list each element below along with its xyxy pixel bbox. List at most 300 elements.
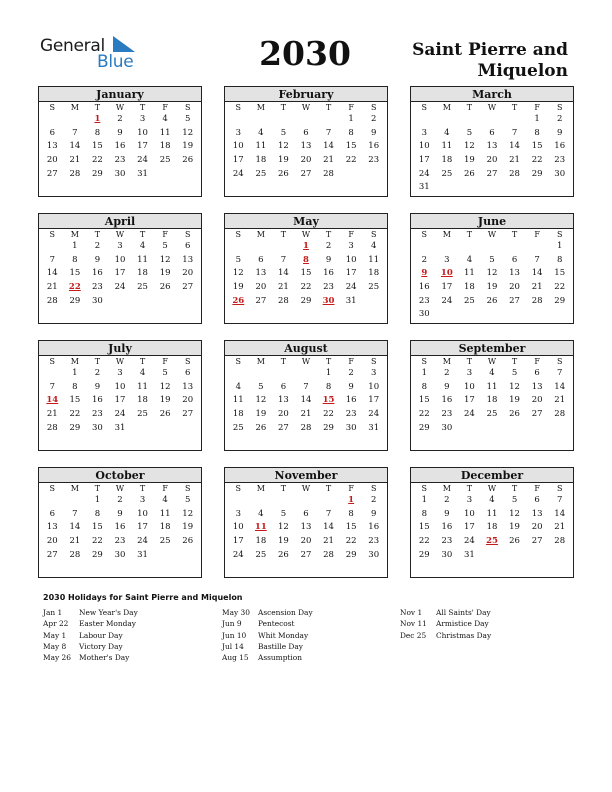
- day-cell: 13: [486, 141, 498, 152]
- month-days-grid: [411, 229, 573, 322]
- day-cell: 6: [534, 368, 540, 378]
- day-cell: 12: [278, 141, 289, 152]
- day-cell: 2: [556, 114, 563, 124]
- day-cell: 22: [554, 282, 566, 293]
- day-cell: 13: [182, 254, 194, 265]
- empty-day-cell: [458, 240, 481, 254]
- day-cell: 10: [368, 381, 380, 392]
- day-cell: 28: [509, 168, 520, 179]
- day-cell: 5: [280, 127, 287, 138]
- holiday-date: Jun 10: [222, 630, 247, 640]
- day-cell: 3: [466, 495, 473, 505]
- day-cell: 16: [92, 395, 103, 406]
- weekday-header: T: [511, 357, 518, 366]
- day-cell: 27: [486, 168, 498, 179]
- day-cell: 7: [325, 508, 332, 519]
- empty-day-cell: [41, 367, 64, 381]
- day-cell: 17: [137, 522, 148, 533]
- holidays-heading: 2030 Holidays for Saint Pierre and Miquelon: [43, 593, 243, 602]
- weekday-header: F: [534, 103, 540, 112]
- holiday-name: Whit Monday: [258, 630, 309, 640]
- country-title-line-2: Miquelon: [477, 61, 568, 81]
- day-cell: 20: [255, 282, 267, 293]
- weekday-header: F: [162, 103, 168, 112]
- day-cell: 8: [94, 508, 101, 519]
- month-september: [410, 340, 574, 451]
- day-cell: 8: [421, 508, 427, 519]
- day-cell: 5: [466, 127, 473, 138]
- day-cell: 12: [509, 381, 520, 392]
- day-cell: 21: [554, 522, 566, 533]
- weekday-header: F: [162, 484, 168, 493]
- holiday-entry: [43, 607, 138, 618]
- day-cell: 4: [258, 127, 264, 138]
- calendar-year: 2030: [259, 34, 351, 73]
- day-cell: 31: [418, 182, 430, 193]
- day-cell: 5: [280, 508, 287, 519]
- weekday-header: M: [256, 103, 265, 112]
- weekday-header: S: [421, 484, 428, 493]
- holiday-name: Armistice Day: [436, 619, 489, 629]
- day-cell: 25: [441, 168, 453, 179]
- day-cell: 23: [114, 155, 126, 166]
- empty-day-cell: [295, 113, 318, 127]
- day-cell: 31: [345, 295, 357, 306]
- day-cell: 26: [509, 536, 520, 547]
- day-cell: 4: [139, 368, 146, 378]
- weekday-header: F: [348, 484, 354, 493]
- logo-text-blue: Blue: [97, 52, 134, 72]
- weekday-header: S: [421, 357, 428, 366]
- weekday-header: W: [301, 103, 311, 112]
- day-cell: 5: [511, 495, 518, 505]
- weekday-header: W: [115, 230, 125, 239]
- day-cell: 16: [92, 268, 103, 279]
- day-cell: 16: [368, 522, 380, 533]
- day-cell: 1: [348, 114, 354, 124]
- day-cell: 14: [509, 141, 520, 152]
- day-cell: 23: [368, 155, 380, 166]
- day-cell: 27: [300, 549, 312, 560]
- day-cell: 10: [464, 381, 475, 392]
- holiday-date: Apr 22: [43, 619, 69, 629]
- day-cell: 1: [421, 495, 427, 505]
- holiday-date: Jul 14: [222, 641, 244, 651]
- weekday-header: S: [49, 484, 56, 493]
- weekday-header: T: [139, 103, 146, 112]
- day-cell: 27: [278, 422, 289, 433]
- day-cell: 3: [370, 368, 377, 378]
- day-cell: 24: [114, 282, 126, 293]
- day-cell: 7: [72, 127, 78, 138]
- day-cell: 25: [232, 422, 244, 433]
- day-cell: 14: [69, 522, 81, 533]
- empty-day-cell: [295, 367, 318, 381]
- day-cell: 15: [69, 268, 81, 279]
- holiday-entry: [400, 618, 491, 629]
- empty-day-cell: [413, 113, 436, 127]
- day-cell: 15: [69, 395, 81, 406]
- empty-day-cell: [227, 367, 250, 381]
- month-days-grid: [411, 483, 573, 562]
- weekday-header: T: [139, 230, 146, 239]
- day-cell: 28: [69, 549, 81, 560]
- day-cell: 2: [370, 495, 377, 505]
- day-cell: 19: [255, 409, 267, 420]
- weekday-header: T: [280, 230, 287, 239]
- month-name: October: [39, 468, 201, 483]
- day-cell: 17: [368, 395, 380, 406]
- day-cell: 15: [418, 395, 430, 406]
- day-cell: 9: [325, 254, 332, 265]
- month-days-grid: [225, 483, 387, 562]
- day-cell: 5: [184, 114, 191, 124]
- day-cell: 12: [182, 508, 194, 519]
- day-cell: 30: [368, 549, 380, 560]
- month-name: February: [225, 87, 387, 102]
- day-cell: 27: [46, 549, 58, 560]
- weekday-header: S: [556, 357, 563, 366]
- month-january: [38, 86, 202, 197]
- holiday-entry: [222, 652, 313, 663]
- day-cell: 29: [69, 422, 81, 433]
- day-cell: 2: [348, 368, 354, 378]
- day-cell: 19: [464, 155, 475, 166]
- weekday-header: F: [534, 484, 540, 493]
- month-name: September: [411, 341, 573, 356]
- day-cell: 13: [46, 141, 58, 152]
- day-cell: 21: [323, 536, 334, 547]
- day-cell: 14: [69, 141, 81, 152]
- holiday-day-cell: 1: [94, 114, 101, 124]
- day-cell: 25: [368, 282, 380, 293]
- month-name: April: [39, 214, 201, 229]
- weekday-header: S: [556, 103, 563, 112]
- holiday-day-cell: 8: [303, 254, 309, 265]
- day-cell: 6: [258, 254, 264, 265]
- day-cell: 1: [421, 368, 427, 378]
- day-cell: 22: [323, 409, 334, 420]
- holiday-name: All Saints' Day: [436, 608, 491, 617]
- month-november: [224, 467, 388, 578]
- day-cell: 27: [300, 168, 312, 179]
- month-name: July: [39, 341, 201, 356]
- day-cell: 19: [159, 395, 171, 406]
- day-cell: 13: [278, 395, 289, 406]
- day-cell: 2: [117, 495, 123, 505]
- day-cell: 30: [92, 422, 103, 433]
- holiday-date: Nov 11: [400, 619, 427, 629]
- day-cell: 4: [162, 114, 168, 124]
- month-days-grid: [39, 483, 201, 562]
- day-cell: 29: [531, 168, 543, 179]
- empty-day-cell: [272, 367, 295, 381]
- holiday-name: Mother's Day: [79, 653, 130, 663]
- day-cell: 11: [159, 508, 171, 519]
- month-june: [410, 213, 574, 324]
- day-cell: 6: [184, 241, 191, 251]
- day-cell: 9: [370, 127, 377, 138]
- day-cell: 17: [464, 395, 475, 406]
- weekday-header: S: [49, 357, 56, 366]
- day-cell: 30: [345, 422, 357, 433]
- day-cell: 11: [486, 508, 498, 519]
- weekday-header: M: [442, 230, 451, 239]
- day-cell: 11: [159, 127, 171, 138]
- day-cell: 22: [418, 536, 430, 547]
- day-cell: 17: [232, 536, 244, 547]
- holiday-date: Jan 1: [43, 608, 63, 617]
- day-cell: 10: [137, 127, 148, 138]
- empty-day-cell: [413, 240, 436, 254]
- holiday-name: Labour Day: [79, 630, 123, 640]
- weekday-header: T: [139, 484, 146, 493]
- day-cell: 31: [137, 549, 148, 560]
- holiday-entry: [400, 607, 491, 618]
- day-cell: 13: [509, 268, 520, 279]
- day-cell: 7: [556, 495, 563, 505]
- day-cell: 24: [114, 409, 126, 420]
- day-cell: 20: [300, 536, 312, 547]
- empty-day-cell: [250, 494, 273, 508]
- day-cell: 20: [509, 282, 520, 293]
- empty-day-cell: [41, 494, 64, 508]
- day-cell: 29: [300, 295, 312, 306]
- day-cell: 16: [345, 395, 357, 406]
- day-cell: 23: [323, 282, 334, 293]
- weekday-header: T: [139, 357, 146, 366]
- day-cell: 18: [464, 282, 475, 293]
- day-cell: 5: [162, 368, 168, 378]
- month-name: November: [225, 468, 387, 483]
- weekday-header: T: [325, 103, 332, 112]
- weekday-header: F: [348, 103, 354, 112]
- day-cell: 20: [531, 395, 543, 406]
- day-cell: 22: [69, 409, 81, 420]
- empty-day-cell: [526, 240, 549, 254]
- day-cell: 14: [554, 508, 566, 519]
- logo-text-general: General: [40, 36, 105, 56]
- day-cell: 15: [345, 522, 357, 533]
- day-cell: 9: [348, 381, 354, 392]
- weekday-header: T: [511, 484, 518, 493]
- day-cell: 6: [303, 127, 309, 138]
- month-august: [224, 340, 388, 451]
- day-cell: 30: [92, 295, 103, 306]
- weekday-header: S: [235, 484, 242, 493]
- day-cell: 8: [94, 127, 101, 138]
- day-cell: 28: [554, 409, 566, 420]
- day-cell: 3: [139, 495, 146, 505]
- day-cell: 3: [235, 127, 241, 138]
- day-cell: 16: [441, 395, 453, 406]
- day-cell: 31: [368, 422, 380, 433]
- day-cell: 16: [418, 282, 430, 293]
- weekday-header: M: [70, 484, 79, 493]
- day-cell: 24: [464, 536, 475, 547]
- weekday-header: F: [348, 357, 354, 366]
- weekday-header: S: [184, 230, 191, 239]
- day-cell: 24: [137, 155, 148, 166]
- holiday-name: Assumption: [258, 653, 302, 663]
- empty-day-cell: [227, 113, 250, 127]
- empty-day-cell: [64, 113, 87, 127]
- day-cell: 13: [182, 381, 194, 392]
- day-cell: 26: [509, 409, 520, 420]
- day-cell: 2: [444, 495, 450, 505]
- weekday-header: S: [370, 357, 377, 366]
- holiday-column: [400, 607, 491, 641]
- holiday-name: Victory Day: [79, 641, 123, 651]
- weekday-header: S: [235, 357, 242, 366]
- day-cell: 18: [368, 268, 380, 279]
- weekday-header: F: [162, 230, 168, 239]
- day-cell: 25: [255, 549, 267, 560]
- day-cell: 16: [554, 141, 566, 152]
- day-cell: 6: [511, 254, 518, 265]
- weekday-header: T: [511, 230, 518, 239]
- day-cell: 11: [464, 268, 475, 279]
- day-cell: 26: [278, 549, 289, 560]
- weekday-header: W: [301, 357, 311, 366]
- day-cell: 10: [345, 254, 357, 265]
- day-cell: 23: [441, 409, 453, 420]
- day-cell: 21: [300, 409, 312, 420]
- day-cell: 6: [49, 127, 55, 138]
- empty-day-cell: [481, 240, 504, 254]
- day-cell: 15: [92, 522, 103, 533]
- day-cell: 16: [368, 141, 380, 152]
- holiday-day-cell: 14: [46, 395, 59, 406]
- month-days-grid: [225, 229, 387, 308]
- holiday-name: Christmas Day: [436, 630, 492, 640]
- holiday-name: New Year's Day: [79, 608, 138, 617]
- day-cell: 8: [325, 381, 332, 392]
- holiday-name: Ascension Day: [258, 608, 313, 617]
- day-cell: 8: [348, 127, 354, 138]
- weekday-header: F: [534, 357, 540, 366]
- empty-day-cell: [317, 113, 340, 127]
- day-cell: 28: [531, 295, 543, 306]
- day-cell: 18: [159, 141, 171, 152]
- holiday-day-cell: 25: [486, 536, 498, 547]
- day-cell: 19: [182, 522, 194, 533]
- weekday-header: S: [370, 484, 377, 493]
- day-cell: 5: [184, 495, 191, 505]
- day-cell: 15: [300, 268, 312, 279]
- day-cell: 9: [444, 381, 450, 392]
- day-cell: 2: [325, 241, 332, 251]
- day-cell: 30: [441, 549, 453, 560]
- day-cell: 23: [554, 155, 566, 166]
- day-cell: 19: [278, 536, 289, 547]
- day-cell: 1: [72, 241, 78, 251]
- day-cell: 18: [486, 395, 498, 406]
- day-cell: 2: [94, 368, 101, 378]
- day-cell: 2: [421, 254, 427, 265]
- day-cell: 29: [345, 549, 357, 560]
- day-cell: 17: [418, 155, 430, 166]
- day-cell: 22: [531, 155, 543, 166]
- month-name: June: [411, 214, 573, 229]
- day-cell: 3: [117, 368, 123, 378]
- day-cell: 18: [232, 409, 244, 420]
- day-cell: 28: [554, 536, 566, 547]
- day-cell: 30: [554, 168, 566, 179]
- day-cell: 9: [94, 254, 101, 265]
- day-cell: 27: [46, 168, 58, 179]
- day-cell: 3: [348, 241, 354, 251]
- day-cell: 24: [418, 168, 430, 179]
- day-cell: 16: [114, 522, 126, 533]
- day-cell: 13: [531, 381, 543, 392]
- day-cell: 8: [72, 254, 78, 265]
- day-cell: 28: [323, 549, 334, 560]
- day-cell: 7: [303, 381, 309, 392]
- weekday-header: S: [370, 103, 377, 112]
- holiday-date: May 1: [43, 630, 67, 640]
- day-cell: 8: [421, 381, 427, 392]
- month-may: [224, 213, 388, 324]
- day-cell: 16: [441, 522, 453, 533]
- holiday-date: Aug 15: [222, 653, 249, 663]
- day-cell: 8: [72, 381, 78, 392]
- day-cell: 9: [94, 381, 101, 392]
- holiday-day-cell: 9: [421, 268, 428, 279]
- day-cell: 17: [114, 395, 126, 406]
- day-cell: 7: [534, 254, 540, 265]
- day-cell: 10: [232, 522, 244, 533]
- day-cell: 28: [323, 168, 334, 179]
- month-name: May: [225, 214, 387, 229]
- day-cell: 18: [441, 155, 453, 166]
- day-cell: 12: [159, 381, 171, 392]
- weekday-header: T: [94, 484, 101, 493]
- day-cell: 11: [368, 254, 380, 265]
- empty-day-cell: [227, 240, 250, 254]
- weekday-header: M: [70, 230, 79, 239]
- day-cell: 21: [323, 155, 334, 166]
- month-march: [410, 86, 574, 197]
- day-cell: 3: [117, 241, 123, 251]
- day-cell: 28: [278, 295, 289, 306]
- weekday-header: T: [466, 357, 473, 366]
- day-cell: 21: [46, 282, 58, 293]
- day-cell: 26: [486, 295, 498, 306]
- day-cell: 23: [441, 536, 453, 547]
- day-cell: 4: [235, 381, 241, 392]
- day-cell: 20: [486, 155, 498, 166]
- day-cell: 12: [255, 395, 267, 406]
- weekday-header: S: [49, 230, 56, 239]
- day-cell: 18: [137, 395, 148, 406]
- day-cell: 13: [531, 508, 543, 519]
- holiday-date: May 26: [43, 653, 71, 663]
- day-cell: 17: [441, 282, 453, 293]
- day-cell: 29: [69, 295, 81, 306]
- month-name: August: [225, 341, 387, 356]
- empty-day-cell: [458, 113, 481, 127]
- day-cell: 17: [464, 522, 475, 533]
- day-cell: 7: [280, 254, 287, 265]
- day-cell: 13: [46, 522, 58, 533]
- day-cell: 10: [114, 381, 126, 392]
- day-cell: 27: [182, 282, 194, 293]
- day-cell: 23: [345, 409, 357, 420]
- day-cell: 10: [418, 141, 430, 152]
- day-cell: 8: [556, 254, 563, 265]
- day-cell: 29: [418, 549, 430, 560]
